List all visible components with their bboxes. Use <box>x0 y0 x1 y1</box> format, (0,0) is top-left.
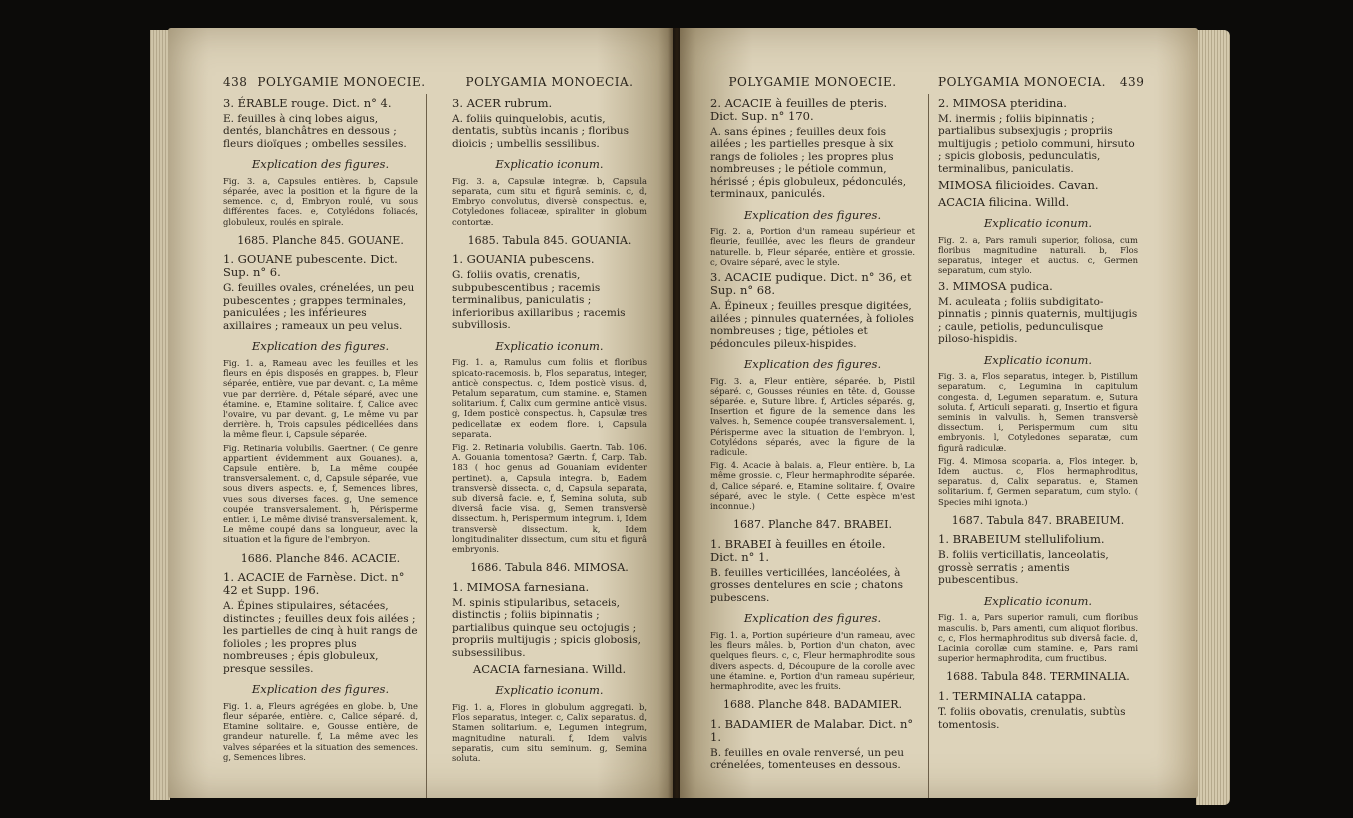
entry-title: 2. ACACIE à feuilles de pteris. Dict. Sup. n° 170. <box>710 95 888 123</box>
figure-caption: Fig. 3. a, Capsules entières. b, Capsule séparée, avec la position et la figure de la semence. c, d, Embryon roulé, vu sous différentes faces. e, Cotylédons foliacés, globuleux, roulés en spirale. <box>223 175 418 227</box>
figure-caption: Fig. 4. Acacie à balais. a, Fleur entière. b, La même grossie. c, Fleur hermaphrodite séparée. d, Calice séparé. e, Etamine solitaire. f, Ovaire séparé, avec le style. ( Cette espèce m'est inconnue.) <box>710 460 915 512</box>
entry-body: T. foliis obovatis, crenulatis, subtùs tomentosis. <box>938 706 1126 731</box>
entry-body: A. Épines stipulaires, sétacées, distinctes ; feuilles deux fois ailées ; les partielles de cinq à huit rangs de folioles ; les propres plus nombreuses ; épis globuleux, presque sessiles. <box>223 600 418 675</box>
running-header: POLYGAMIE MONOECIE. <box>728 75 897 89</box>
left-page-latin-column <box>452 76 647 766</box>
section-heading: 1688. Tabula 848. TERMINALIA. <box>946 670 1130 684</box>
entry-title: 1. MIMOSA farnesiana. <box>452 579 590 594</box>
section-heading: 1688. Planche 848. BADAMIER. <box>723 698 902 712</box>
page-stack-right <box>1196 30 1230 805</box>
entry-title: 1. GOUANE pubescente. Dict. Sup. n° 6. <box>223 252 398 280</box>
page-number: 438 <box>223 75 248 89</box>
entry-body: G. foliis ovatis, crenatis, subpubescentibus ; racemis terminalibus, paniculatis ; inferioribus axillaribus ; racemis subvillosis. <box>452 269 626 332</box>
figure-caption: Fig. 2. Retinaria volubilis. Gaertn. Tab. 106. A. Gouania tomentosa? Gærtn. f, Carp. Tab. 183 ( hoc genus ad Gouaniam evidenter pertinet). a, Capsula integra. b, Eadem transversè dissecta. c, d, Capsula separata, sub diversâ facie. e, f, Semina soluta, sub diversâ facie visa. g, Semen transversè dissectum. h, Perispermum integrum. i, Idem transversè dissectum. k, Idem longitudinaliter dissectum, cum situ et figurâ embryonis. <box>452 442 647 555</box>
figure-caption: Fig. 1. a, Ramulus cum foliis et floribus spicato-racemosis. b, Flos separatus, integer, anticè conspectus. c, Idem posticè visus. d, Petalum separatum, cum stamine. e, Stamen solitarium. f, Calix cum germine anticè visus. g, Idem posticè conspectus. h, Capsulæ tres pedicellatæ ex eodem flore. i, Capsula separata. <box>452 357 647 439</box>
entry-title: 1. BRABEI à feuilles en étoile. Dict. n° 1. <box>710 536 886 564</box>
entry-title: 3. ÉRABLE rouge. Dict. n° 4. <box>223 95 392 110</box>
section-heading: 1687. Planche 847. BRABEI. <box>732 518 893 532</box>
page-number: 439 <box>1119 75 1145 89</box>
right-page <box>680 28 1198 798</box>
entry-title: 3. ACER rubrum. <box>452 95 553 110</box>
entry-body: M. inermis ; foliis bipinnatis ; partialibus subsexjugis ; propriis multijugis ; petiolo communi, hirsuto ; spicis globosis, pedunculatis, terminalibus, paniculatis. <box>938 112 1135 175</box>
figure-caption: Fig. Retinaria volubilis. Gaertner. ( Ce genre appartient évidemment aux Gouanes). a, Capsule entière. b, La même coupée transversalement. c, d, Capsule séparée, vue sous divers aspects. e, f, Semences libres, vues sous diverses faces. g, Une semence coupée transversalement. h, Périsperme entier. i, Le même divisé transversalement. k, Le même coupé dans sa longueur, avec la situation et la figure de l'embryon. <box>223 442 418 545</box>
explanation-heading: Explication des figures. <box>743 611 882 626</box>
entry-title: 3. MIMOSA pudica. <box>938 278 1053 293</box>
figure-caption: Fig. 1. a, Fleurs agrégées en globe. b, Une fleur séparée, entière. c, Calice séparé. d, Etamine solitaire. e, Gousse entière, de grandeur naturelle. f, La même avec les valves séparées et la situation des semences. g, Semences libres. <box>223 700 418 762</box>
section-heading: 1686. Tabula 846. MIMOSA. <box>470 561 629 575</box>
section-heading: 1687. Tabula 847. BRABEIUM. <box>951 513 1125 527</box>
entry-title: 1. TERMINALIA catappa. <box>938 689 1087 704</box>
entry-body: A. Épineux ; feuilles presque digitées, ailées ; pinnules quaternées, à folioles nombreuses ; tige, pétioles et pédoncules pileux-hispides. <box>710 300 914 350</box>
entry-title: 2. MIMOSA pteridina. <box>938 95 1067 110</box>
synonym: ACACIA filicina. Willd. <box>938 195 1070 210</box>
explanation-heading: Explication des figures. <box>251 157 390 172</box>
page-stack-left <box>150 30 170 800</box>
figure-caption: Fig. 1. a, Flores in globulum aggregati. b, Flos separatus, integer. c, Calix separatus. d, Stamen solitarium. e, Legumen integrum, magnitudine naturali. f, Idem valvis separatis, cum situ seminum. g, Semina soluta. <box>452 701 647 763</box>
entry-body: B. feuilles en ovale renversé, un peu crénelées, tomenteuses en dessous. <box>710 746 905 772</box>
entry-title: 1. ACACIE de Farnèse. Dict. n° 42 et Supp. 196. <box>223 570 405 598</box>
section-heading: 1686. Planche 846. ACACIE. <box>240 551 401 565</box>
explanation-heading: Explication des figures. <box>743 207 882 222</box>
figure-caption: Fig. 4. Mimosa scoparia. a, Flos integer. b, Idem auctus. c, Flos hermaphroditus, separatus. d, Calix separatus. e, Stamen solitarium. f, Germen separatum, cum stylo. ( Species mihi ignota.) <box>938 455 1138 507</box>
explanation-heading: Explication des figures. <box>251 682 390 697</box>
explanation-heading: Explicatio iconum. <box>495 157 604 172</box>
explanation-heading: Explication des figures. <box>251 339 390 354</box>
entry-body: B. foliis verticillatis, lanceolatis, grossè serratis ; amentis pubescentibus. <box>938 549 1109 587</box>
synonym: ACACIA farnesiana. Willd. <box>472 662 627 677</box>
figure-caption: Fig. 2. a, Portion d'un rameau supérieur et fleurie, feuillée, avec les fleurs de grandeur naturelle. b, Fleur séparée, entière et grossie. c, Ovaire séparé, avec le style. <box>710 226 915 267</box>
figure-caption: Fig. 1. a, Pars superior ramuli, cum floribus masculis. b, Pars amenti, cum aliquot floribus. c, c, Flos hermaphroditus sub diversâ facie. d, Lacinia corollæ cum stamine. e, Pars rami superior hermaphrodita, cum fructibus. <box>938 612 1138 664</box>
figure-caption: Fig. 1. a, Portion supérieure d'un rameau, avec les fleurs mâles. b, Portion d'un chaton, avec quelques fleurs. c, c, Fleur hermaphrodite sous divers aspects. d, Découpure de la corolle avec une étamine. e, Portion d'un rameau supérieur, hermaphrodite, avec les fruits. <box>710 629 915 691</box>
left-page-french-column <box>223 75 426 765</box>
entry-title: 1. BRABEIUM stellulifolium. <box>938 532 1105 547</box>
synonym: MIMOSA filicioides. Cavan. <box>938 178 1099 193</box>
running-header: POLYGAMIA MONOECIA. <box>465 75 634 89</box>
entry-title: 3. ACACIE pudique. Dict. n° 36, et Sup. n° 68. <box>710 270 912 297</box>
left-page <box>168 28 673 798</box>
explanation-heading: Explicatio iconum. <box>983 352 1093 367</box>
column-rule <box>928 94 929 798</box>
entry-body: M. spinis stipularibus, setaceis, distinctis ; foliis bipinnatis ; partialibus quinque seu octojugis ; propriis multijugis ; spicis globosis, subsessilibus. <box>452 596 641 659</box>
entry-body: G. feuilles ovales, crénelées, un peu pubescentes ; grappes terminales, paniculées ; les inférieures axillaires ; rameaux un peu velus. <box>223 282 415 332</box>
figure-caption: Fig. 3. a, Fleur entière, séparée. b, Pistil séparé. c, Gousses réunies en tête. d, Gousse séparée. e, Suture libre. f, Articles séparés. g, Insertion et figure de la semence dans les valves. h, Semence coupée transversalement. i, Périsperme avec la situation de l'embryon. l, Cotylédons séparés, avec la figure de la radicule. <box>710 375 915 458</box>
explanation-heading: Explicatio iconum. <box>983 216 1093 231</box>
section-heading: 1685. Planche 845. GOUANE. <box>237 233 404 247</box>
entry-body: A. foliis quinquelobis, acutis, dentatis, subtùs incanis ; floribus dioicis ; umbellis sessilibus. <box>452 112 629 150</box>
section-heading: 1685. Tabula 845. GOUANIA. <box>467 233 632 247</box>
entry-body: M. aculeata ; foliis subdigitato-pinnatis ; pinnis quaternis, multijugis ; caule, petiolis, pedunculisque piloso-hispidis. <box>938 295 1138 345</box>
column-rule <box>426 94 427 798</box>
entry-title: 1. BADAMIER de Malabar. Dict. n° 1. <box>710 716 914 744</box>
right-page-latin-column <box>938 75 1145 734</box>
running-header: POLYGAMIA MONOECIA. 439 <box>938 75 1145 89</box>
figure-caption: Fig. 3. a, Flos separatus, integer. b, Pistillum separatum. c, Legumina in capitulum congesta. d, Legumen separatum. e, Sutura soluta. f, Articuli separati. g, Insertio et figura seminis in valvulis. h, Semen transversè dissectum. i, Perispermum cum situ embryonis. l, Cotyledones separatæ, cum figurâ radiculæ. <box>938 371 1138 453</box>
explanation-heading: Explicatio iconum. <box>495 338 604 353</box>
figure-caption: Fig. 3. a, Capsulæ integræ. b, Capsula separata, cum situ et figurâ seminis. c, d, Embryo convolutus, diversè conspectus. e, Cotyledones foliaceæ, spiraliter in globum contortæ. <box>452 175 647 227</box>
explanation-heading: Explicatio iconum. <box>983 593 1093 608</box>
right-page-french-column <box>710 76 915 775</box>
explanation-heading: Explicatio iconum. <box>495 683 604 698</box>
figure-caption: Fig. 2. a, Pars ramuli superior, foliosa, cum floribus magnitudine naturali. b, Flos separatus, integer et auctus. c, Germen separatum, cum stylo. <box>938 234 1138 276</box>
entry-body: E. feuilles à cinq lobes aigus, dentés, blanchâtres en dessous ; fleurs dioïques ; ombelles sessiles. <box>223 112 407 150</box>
entry-body: A. sans épines ; feuilles deux fois ailées ; les partielles presque à six rangs de folioles ; les propres plus nombreuses ; le pétiole commun, hérissé ; épis globuleux, pédonculés, terminaux, paniculés. <box>710 125 907 201</box>
entry-body: B. feuilles verticillées, lancéolées, à grosses dentelures en scie ; chatons pubescens. <box>710 566 903 604</box>
running-header: 438 POLYGAMIE MONOECIE. <box>223 75 426 89</box>
explanation-heading: Explication des figures. <box>743 357 882 371</box>
entry-title: 1. GOUANIA pubescens. <box>452 252 595 267</box>
figure-caption: Fig. 1. a, Rameau avec les feuilles et les fleurs en épis disposés en grappes. b, Fleur séparée, entière, vue par devant. c, La même vue par derrière. d, Pétale séparé, avec une étamine. e, Etamine solitaire. f, Calice avec l'ovaire, vu par devant. g, Le même vu par derrière. h, Trois capsules pédicellées dans la même fleur. i, Capsule séparée. <box>223 357 418 440</box>
